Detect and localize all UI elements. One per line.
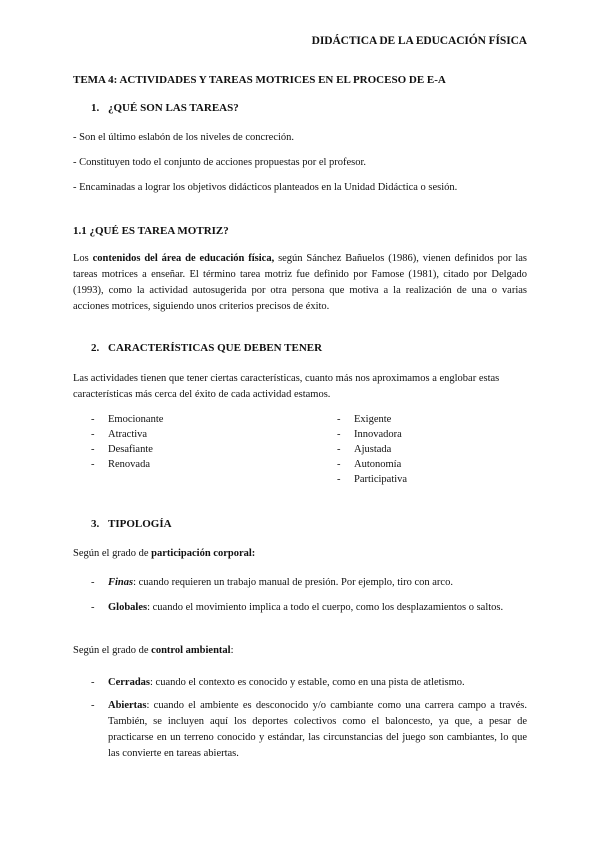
list-item-left: Emocionante	[108, 414, 164, 425]
list-item-right: Exigente	[354, 414, 392, 425]
list-dash: -	[337, 414, 341, 425]
list-dash: -	[91, 414, 95, 425]
group-corporal-bold: participación corporal:	[151, 548, 256, 559]
list-dash: -	[91, 602, 95, 613]
section3-title: TIPOLOGÍA	[108, 518, 172, 530]
list-dash: -	[91, 429, 95, 440]
list-dash: -	[337, 444, 341, 455]
tipo-abiertas-text: : cuando el ambiente es desconocido y/o cambiante como una carrera campo a través. También, se incluyen aquí los deportes colectivos como el baloncesto, ya que, a pesar de practicarse en un terreno conocido y estándar, las circunstancias del juego son cambiantes, lo que las convierte en tareas abiertas.	[108, 700, 527, 759]
section2-title: CARACTERÍSTICAS QUE DEBEN TENER	[108, 342, 323, 354]
section1-line-2: - Constituyen todo el conjunto de acciones propuestas por el profesor.	[73, 157, 367, 168]
list-item-left: Renovada	[108, 459, 150, 470]
group-corporal-start: Según el grado de	[73, 548, 152, 559]
section1-number: 1.	[91, 102, 100, 114]
list-item-right: Innovadora	[354, 429, 402, 440]
list-dash: -	[91, 577, 95, 588]
tipo-cerradas-label: Cerradas	[108, 677, 150, 688]
group-ambiental-start: Según el grado de	[73, 645, 152, 656]
group-ambiental-bold: control ambiental	[151, 645, 231, 656]
section11-p-rest: según Sánchez Bañuelos (1986), vienen definidos por las tareas motrices a enseñar. El término tarea motriz fue definido por Famose (1981), citado por Delgado (1993), como la actividad autosugerida por otra persona que motiva a la realización de una o varias acciones motrices, siguiendo unos criterios precisos de éxito.	[73, 253, 528, 312]
section2-intro: Las actividades tienen que tener ciertas características, cuanto más nos aproximamos a englobar estas características más cerca del éxito de cada actividad estamos.	[73, 373, 500, 400]
section11-title: 1.1 ¿QUÉ ES TAREA MOTRIZ?	[73, 225, 229, 237]
tipo-globales-label: Globales	[108, 602, 148, 613]
list-item-left: Atractiva	[108, 429, 148, 440]
section11-p-bold: contenidos del área de educación física,	[92, 253, 275, 264]
list-item-left: Desafiante	[108, 444, 153, 455]
section1-line-3: - Encaminadas a lograr los objetivos didácticos planteados en la Unidad Didáctica o sesión.	[73, 182, 458, 193]
group-corporal-label	[73, 546, 255, 562]
tipo-abiertas	[108, 698, 527, 762]
list-dash: -	[91, 677, 95, 688]
tipo-finas	[108, 575, 528, 591]
tipo-globales-text: : cuando el movimiento implica a todo el cuerpo, como los desplazamientos o saltos.	[147, 602, 504, 613]
list-dash: -	[91, 459, 95, 470]
section1-line-1: - Son el último eslabón de los niveles de concreción.	[73, 132, 295, 143]
list-item-right: Participativa	[354, 474, 408, 485]
section2-number: 2.	[91, 342, 100, 354]
section11-paragraph	[73, 251, 527, 315]
theme-title: TEMA 4: ACTIVIDADES Y TAREAS MOTRICES EN EL PROCESO DE E-A	[73, 74, 446, 86]
section3-number: 3.	[91, 518, 100, 530]
list-dash: -	[91, 700, 95, 711]
section1-title: ¿QUÉ SON LAS TAREAS?	[108, 102, 239, 114]
list-item-right: Ajustada	[354, 444, 392, 455]
list-dash: -	[91, 444, 95, 455]
list-dash: -	[337, 429, 341, 440]
tipo-finas-label: Finas	[108, 577, 134, 588]
tipo-globales	[108, 600, 538, 616]
group-ambiental-label	[73, 643, 234, 659]
list-item-right: Autonomía	[354, 459, 402, 470]
group-ambiental-end: :	[230, 645, 234, 656]
tipo-finas-text: : cuando requieren un trabajo manual de presión. Por ejemplo, tiro con arco.	[133, 577, 453, 588]
list-dash: -	[337, 474, 341, 485]
tipo-cerradas-text: : cuando el contexto es conocido y estable, como en una pista de atletismo.	[150, 677, 465, 688]
tipo-abiertas-label: Abiertas	[108, 700, 147, 711]
tipo-cerradas	[108, 675, 528, 691]
page-header: DIDÁCTICA DE LA EDUCACIÓN FÍSICA	[311, 35, 527, 47]
list-dash: -	[337, 459, 341, 470]
section11-p-start: Los	[73, 253, 93, 264]
